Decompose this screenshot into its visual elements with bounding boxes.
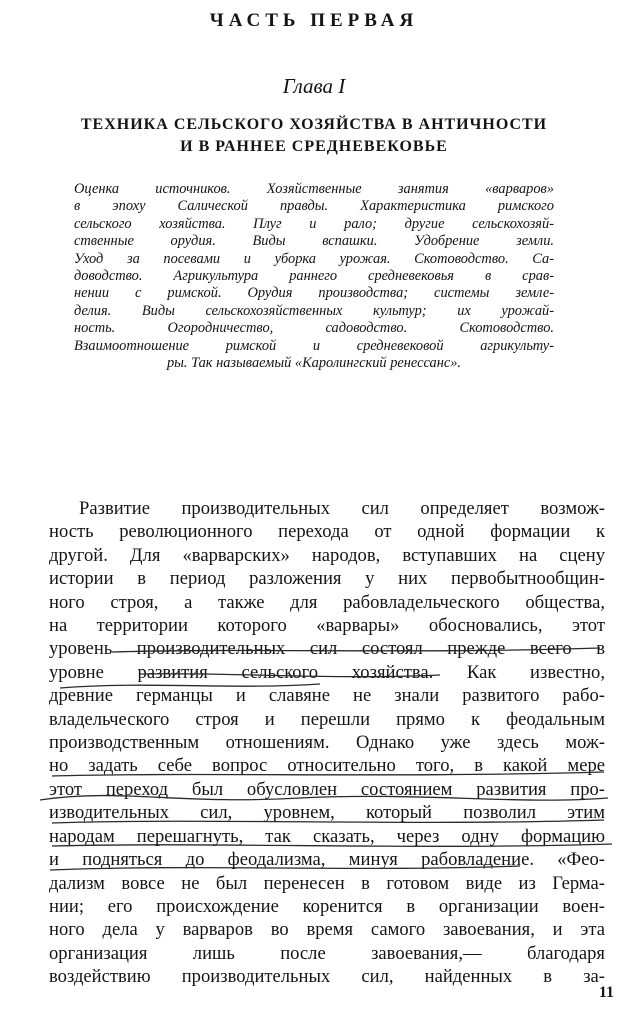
- chapter-title: [30, 114, 598, 158]
- body-line: уровне развития сельского хозяйства. Как известно,: [49, 661, 605, 683]
- chapter-summary: [74, 181, 554, 372]
- body-line: истории в период разложения у них первобытнообщин-: [49, 568, 605, 590]
- body-paragraph: [49, 497, 605, 989]
- summary-line: в эпоху Салической правды. Характеристика римского: [74, 198, 554, 215]
- summary-line: ры. Так называемый «Каролингский ренессанс».: [166, 355, 462, 372]
- summary-line: ственные орудия. Виды вспашки. Удобрение земли.: [74, 233, 554, 250]
- body-line: народам перешагнуть, так сказать, через одну формацию: [49, 825, 605, 847]
- body-line: организация лишь после завоевания,— благодаря: [49, 942, 605, 964]
- part-title: ЧАСТЬ ПЕРВАЯ: [209, 10, 419, 31]
- summary-line: доводство. Агрикультура раннего средневековья в срав-: [74, 268, 554, 285]
- summary-line: нении с римской. Орудия производства; системы земле-: [74, 285, 554, 302]
- body-line: владельческого строя и перешли прямо к феодальным: [49, 708, 605, 730]
- body-line: ность революционного перехода от одной формации к: [49, 521, 605, 543]
- body-line: воздействию производительных сил, найденных в за-: [49, 966, 605, 988]
- body-line: ного дела у варваров во время самого завоевания, и эта: [49, 919, 605, 941]
- body-line: ного строя, а также для рабовладельческого общества,: [49, 591, 605, 613]
- body-line: производственным отношениям. Однако уже здесь мож-: [49, 732, 605, 754]
- chapter-number: Глава I: [282, 74, 346, 98]
- page-number: 11: [598, 984, 614, 1001]
- body-line: изводительных сил, уровнем, который позволил этим: [49, 802, 605, 824]
- chapter-title-line: И В РАННЕЕ СРЕДНЕВЕКОВЬЕ: [180, 138, 448, 155]
- body-line: уровень производительных сил состоял прежде всего в: [49, 638, 605, 660]
- body-line: но задать себе вопрос относительно того, в какой мере: [49, 755, 605, 777]
- chapter-title-line: ТЕХНИКА СЕЛЬСКОГО ХОЗЯЙСТВА В АНТИЧНОСТИ: [80, 116, 548, 133]
- body-line: этот переход был обусловлен состоянием развития про-: [49, 778, 605, 800]
- body-line: Развитие производительных сил определяет возмож-: [79, 498, 605, 519]
- body-line: нии; его происхождение коренится в организации воен-: [49, 895, 605, 917]
- body-line: и подняться до феодализма, минуя рабовладение. «Фео-: [49, 849, 605, 871]
- summary-line: Оценка источников. Хозяйственные занятия «варваров»: [74, 181, 554, 197]
- summary-line: делия. Виды сельскохозяйственных культур; их урожай-: [74, 302, 554, 319]
- body-line: другой. Для «варварских» народов, вступавших на сцену: [49, 544, 605, 566]
- summary-line: Взаимоотношение римской и средневековой агрикульту-: [74, 337, 554, 354]
- summary-line: сельского хозяйства. Плуг и рало; другие сельскохозяй-: [74, 215, 554, 232]
- summary-line: ность. Огородничество, садоводство. Скотоводство.: [74, 320, 554, 337]
- body-line: дализм вовсе не был перенесен в готовом виде из Герма-: [49, 872, 605, 894]
- body-line: на территории которого «варвары» обосновались, этот: [49, 615, 605, 637]
- summary-line: Уход за посевами и уборка урожая. Скотоводство. Са-: [74, 250, 554, 267]
- body-line: древние германцы и славяне не знали развитого рабо-: [49, 685, 605, 707]
